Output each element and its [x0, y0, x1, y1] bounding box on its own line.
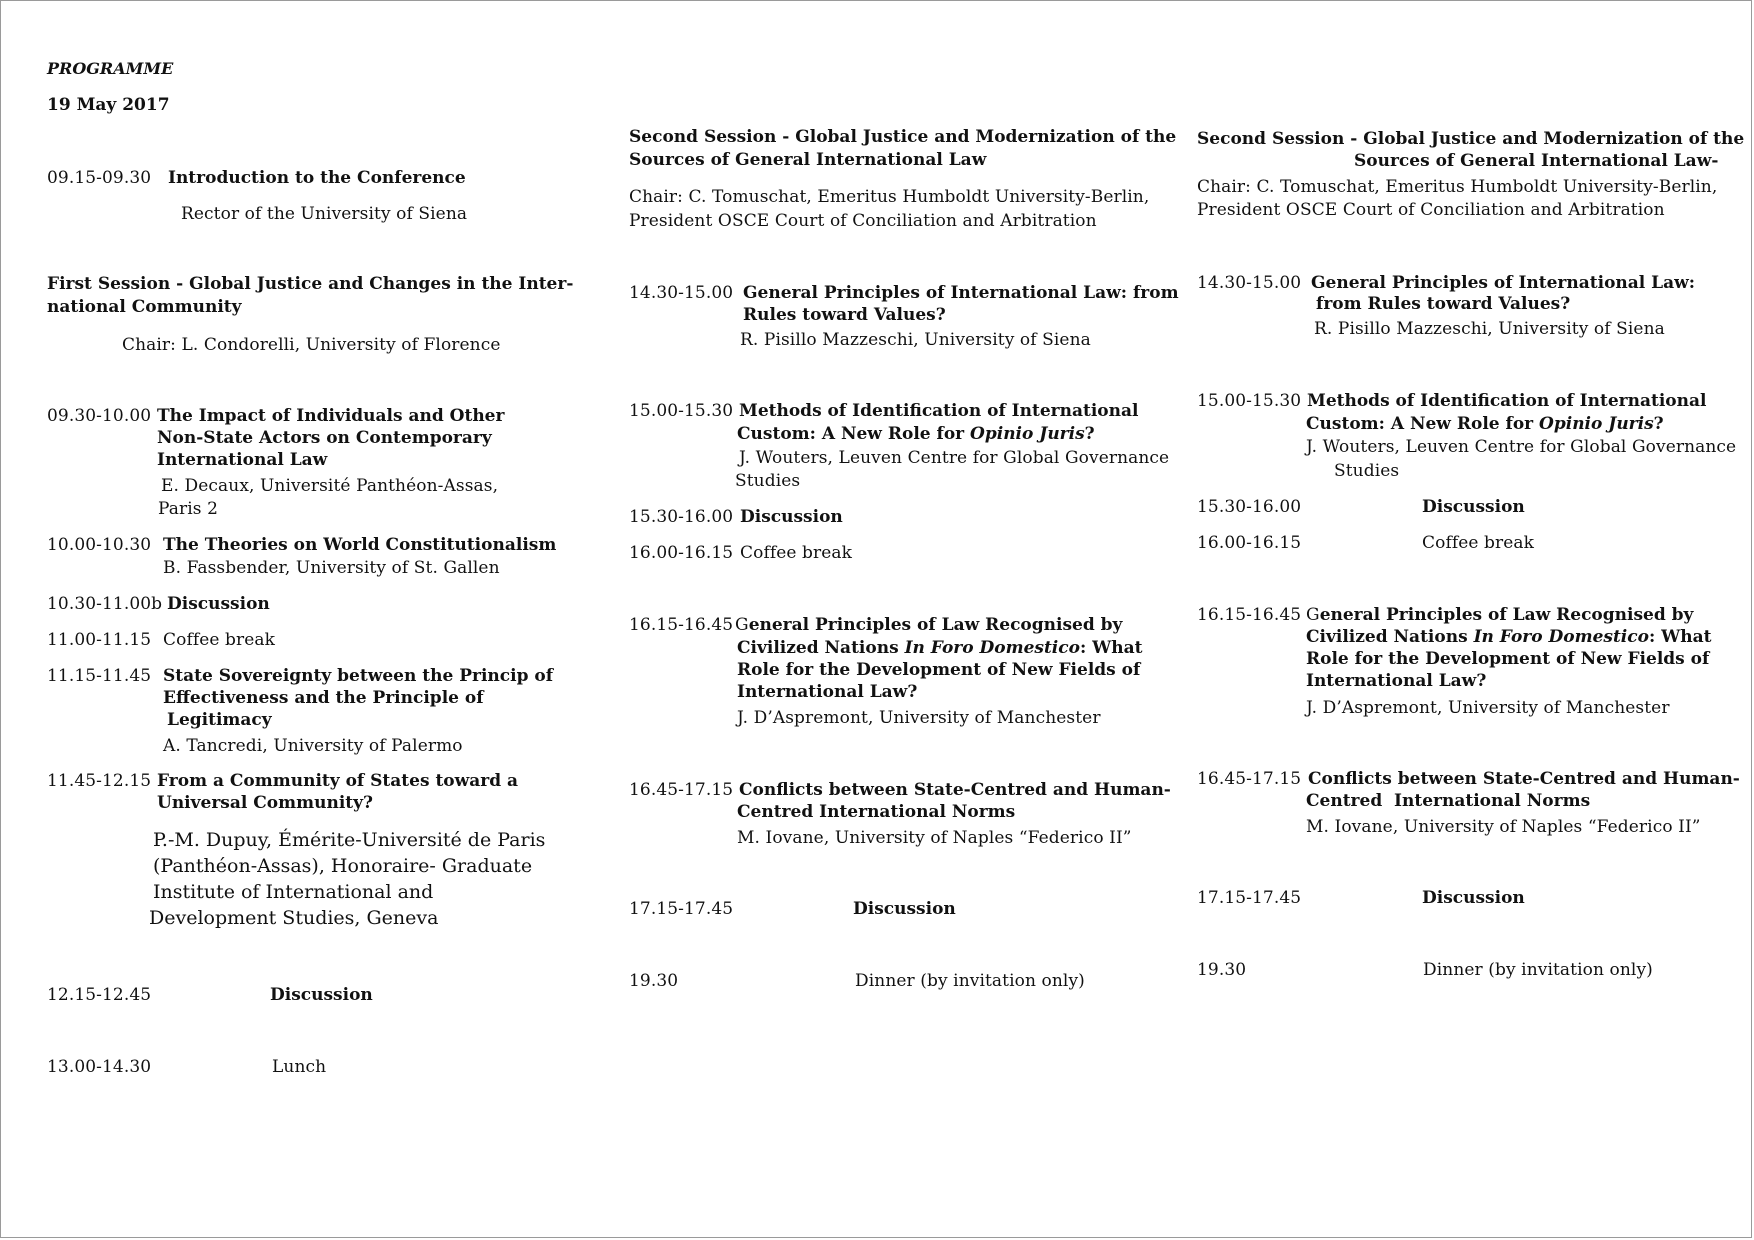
talk7b-speaker: J. D’Aspremont, University of Manchester: [1306, 698, 1670, 718]
dinnerb-label: Dinner (by invitation only): [1423, 960, 1653, 980]
talk7b-title-line1: General Principles of Law Recognised by: [1306, 605, 1694, 625]
talk5b-time: 14.30-15.00: [1197, 273, 1302, 293]
talk3-title-line2: Effectiveness and the Principle of: [163, 688, 484, 708]
session2b-heading-line1: Second Session - Global Justice and Modernization of the: [1197, 129, 1745, 149]
talk3-time: 11.15-11.45: [47, 666, 152, 686]
talk7-in-foro-domestico: In Foro Domestico: [904, 638, 1080, 658]
lunch-label: Lunch: [272, 1057, 327, 1077]
session1-heading-line2: national Community: [47, 297, 242, 317]
talk8b-time: 16.45-17.15: [1197, 769, 1302, 789]
talk3-title-line1: State Sovereignty between the Princip of: [163, 666, 554, 686]
talk4-speaker-line2: (Panthéon-Assas), Honoraire- Graduate: [153, 855, 533, 877]
coffee2-time: 16.00-16.15: [629, 543, 734, 563]
discussion2-label: Discussion: [270, 985, 373, 1005]
discussion3-label: Discussion: [740, 507, 843, 527]
talk1-title-line2: Non-State Actors on Contemporary: [157, 428, 492, 448]
session2b-chair-line2: President OSCE Court of Conciliation and Arbitration: [1197, 200, 1665, 220]
talk3-speaker: A. Tancredi, University of Palermo: [163, 736, 463, 756]
session2-chair-line2: President OSCE Court of Conciliation and Arbitration: [629, 211, 1097, 231]
talk5b-title-line1: General Principles of International Law:: [1311, 273, 1696, 293]
talk6b-title-line2: Custom: A New Role for Opinio Juris?: [1306, 414, 1664, 434]
session2-heading-line1: Second Session - Global Justice and Modernization of the: [629, 127, 1177, 147]
talk7b-title-line3: Role for the Development of New Fields of: [1306, 649, 1710, 669]
talk6-time: 15.00-15.30: [629, 401, 734, 421]
talk8-speaker: M. Iovane, University of Naples “Federico II”: [737, 828, 1132, 848]
discussion4b-label: Discussion: [1422, 888, 1525, 908]
talk7b-in-foro-domestico: In Foro Domestico: [1473, 627, 1649, 647]
session2b-heading-line2: Sources of General International Law-: [1354, 151, 1719, 171]
discussion4-label: Discussion: [853, 899, 956, 919]
lunch-time: 13.00-14.30: [47, 1057, 152, 1077]
talk5-time: 14.30-15.00: [629, 283, 734, 303]
talk7b-time: 16.15-16.45: [1197, 605, 1302, 625]
talk8b-title-line1: Conflicts between State-Centred and Human-: [1308, 769, 1740, 789]
coffee1-time: 11.00-11.15: [47, 630, 152, 650]
discussion3-time: 15.30-16.00: [629, 507, 734, 527]
discussion4b-time: 17.15-17.45: [1197, 888, 1302, 908]
coffee2b-label: Coffee break: [1422, 533, 1535, 553]
discussion2-time: 12.15-12.45: [47, 985, 152, 1005]
talk7-title-line4: International Law?: [737, 682, 918, 702]
programme-label: PROGRAMME: [47, 59, 174, 78]
talk6b-opinio-juris: Opinio Juris: [1539, 414, 1654, 434]
discussion1-time: 10.30-11.00b: [47, 594, 163, 614]
talk7-title-line3: Role for the Development of New Fields of: [737, 660, 1141, 680]
dinner-time: 19.30: [629, 971, 679, 991]
talk7b-title-line4: International Law?: [1306, 671, 1487, 691]
discussion1-label: Discussion: [167, 594, 270, 614]
talk8-title-line2: Centred International Norms: [737, 802, 1016, 822]
talk8b-speaker: M. Iovane, University of Naples “Federico II”: [1306, 817, 1701, 837]
discussion3b-time: 15.30-16.00: [1197, 497, 1302, 517]
talk7-title-line1: General Principles of Law Recognised by: [735, 615, 1123, 635]
talk5-title-line1: General Principles of International Law: from: [743, 283, 1179, 303]
talk1-title-line1: The Impact of Individuals and Other: [157, 406, 505, 426]
talk1-title-line3: International Law: [157, 450, 328, 470]
talk7-speaker: J. D’Aspremont, University of Manchester: [737, 708, 1101, 728]
talk7-title-line2: Civilized Nations In Foro Domestico: What: [737, 638, 1143, 658]
talk8b-title-line2: Centred International Norms: [1306, 791, 1591, 811]
session1-heading-line1: First Session - Global Justice and Changes in the Inter-: [47, 274, 574, 294]
talk2-title: The Theories on World Constitutionalism: [163, 535, 557, 555]
talk6b-title-line1: Methods of Identification of International: [1307, 391, 1707, 411]
intro-title: Introduction to the Conference: [168, 168, 466, 188]
talk4-time: 11.45-12.15: [47, 771, 152, 791]
talk5-title-line2: Rules toward Values?: [743, 305, 946, 325]
session2b-chair-line1: Chair: C. Tomuschat, Emeritus Humboldt University-Berlin,: [1197, 177, 1718, 197]
discussion4-time: 17.15-17.45: [629, 899, 734, 919]
talk4-title-line2: Universal Community?: [157, 793, 373, 813]
talk4-speaker-line3: Institute of International and: [153, 881, 434, 903]
programme-date: 19 May 2017: [47, 95, 170, 115]
talk4-title-line1: From a Community of States toward a: [157, 771, 519, 791]
talk2-time: 10.00-10.30: [47, 535, 152, 555]
talk4-speaker-line4: Development Studies, Geneva: [149, 907, 439, 929]
talk8-title-line1: Conflicts between State-Centred and Human-: [739, 780, 1171, 800]
session1-chair: Chair: L. Condorelli, University of Florence: [122, 335, 501, 355]
session2-heading-line2: Sources of General International Law: [629, 150, 987, 170]
talk6b-time: 15.00-15.30: [1197, 391, 1302, 411]
talk6-title-line2: Custom: A New Role for Opinio Juris?: [737, 424, 1095, 444]
talk6-speaker-line2: Studies: [735, 471, 801, 491]
coffee2b-time: 16.00-16.15: [1197, 533, 1302, 553]
dinnerb-time: 19.30: [1197, 960, 1247, 980]
discussion3b-label: Discussion: [1422, 497, 1525, 517]
talk6b-speaker-line1: J. Wouters, Leuven Centre for Global Governance: [1306, 437, 1737, 457]
talk3-title-line3: Legitimacy: [167, 710, 272, 730]
talk6-opinio-juris: Opinio Juris: [970, 424, 1085, 444]
dinner-label: Dinner (by invitation only): [855, 971, 1085, 991]
talk7-time: 16.15-16.45: [629, 615, 734, 635]
talk1-speaker-line2: Paris 2: [158, 499, 219, 519]
talk5b-title-line2: from Rules toward Values?: [1316, 294, 1571, 314]
session2-chair-line1: Chair: C. Tomuschat, Emeritus Humboldt University-Berlin,: [629, 187, 1150, 207]
intro-speaker: Rector of the University of Siena: [181, 204, 468, 224]
talk5-speaker: R. Pisillo Mazzeschi, University of Siena: [740, 330, 1091, 350]
intro-time: 09.15-09.30: [47, 168, 152, 188]
talk5b-speaker: R. Pisillo Mazzeschi, University of Siena: [1314, 319, 1665, 339]
coffee1-label: Coffee break: [163, 630, 276, 650]
talk6b-speaker-line2: Studies: [1334, 461, 1400, 481]
talk7b-title-line2: Civilized Nations In Foro Domestico: What: [1306, 627, 1712, 647]
talk6-speaker-line1: J. Wouters, Leuven Centre for Global Governance: [739, 448, 1170, 468]
talk6-title-line1: Methods of Identification of International: [739, 401, 1139, 421]
talk2-speaker: B. Fassbender, University of St. Gallen: [163, 558, 500, 578]
coffee2-label: Coffee break: [740, 543, 853, 563]
talk1-time: 09.30-10.00: [47, 406, 152, 426]
talk8-time: 16.45-17.15: [629, 780, 734, 800]
talk1-speaker-line1: E. Decaux, Université Panthéon-Assas,: [161, 476, 499, 496]
talk4-speaker-line1: P.-M. Dupuy, Émérite-Université de Paris: [153, 829, 546, 851]
